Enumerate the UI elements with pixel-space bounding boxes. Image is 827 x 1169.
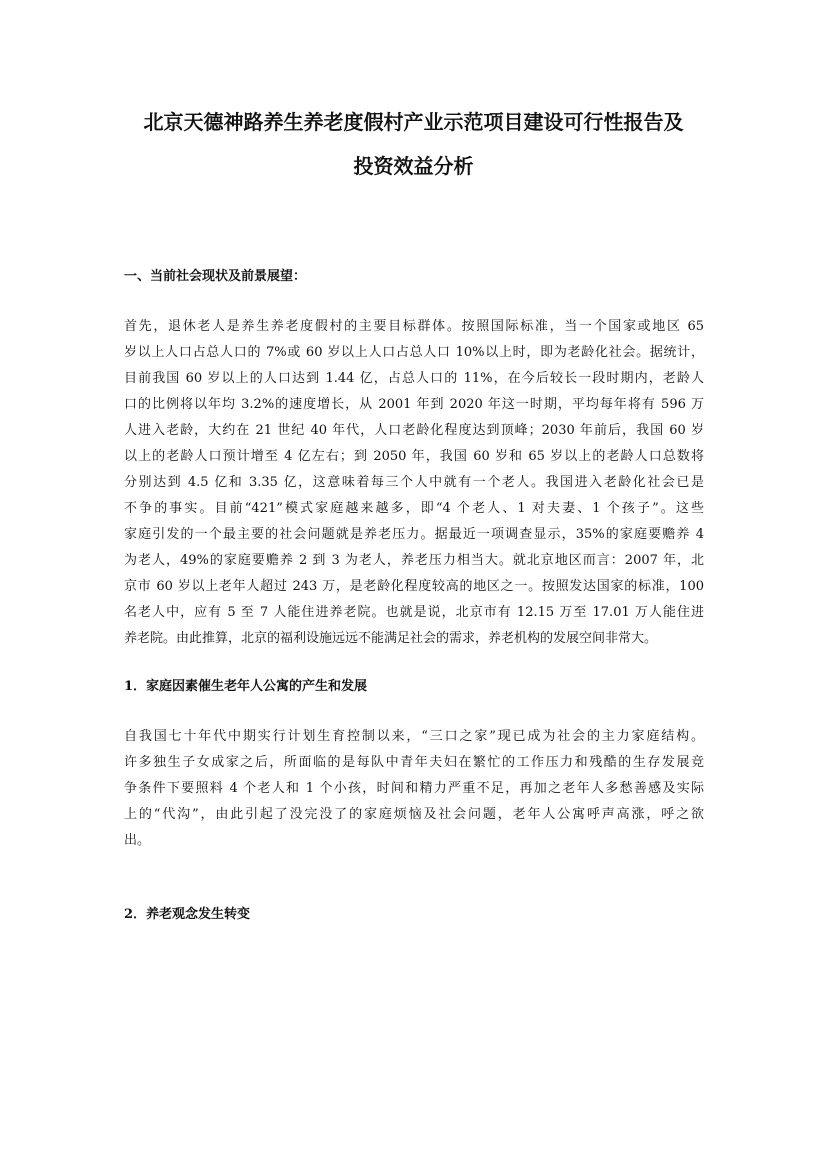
paragraph-line: 口的比例将以年均 3.2%的速度增长，从 2001 年到 2020 年这一时期，平均每年将有 596 万 [124, 397, 704, 412]
section-heading-family-factors: 1．家庭因素催生老年人公寓的产生和发展 [124, 679, 368, 694]
paragraph-line: 家庭引发的一个最主要的社会问题就是养老压力。据最近一项调查显示，35%的家庭要赡养 4 [124, 527, 704, 542]
paragraph-line: 岁以上人口占总人口的 7%或 60 岁以上人口占总人口 10%以上时，即为老龄化社会。据统计， [124, 345, 704, 360]
paragraph-line: 首先，退休老人是养生养老度假村的主要目标群体。按照国际标准，当一个国家或地区 65 [124, 319, 704, 334]
paragraph-line: 名老人中，应有 5 至 7 人能住进养老院。也就是说，北京市有 12.15 万至 17.01 万人能住进 [124, 605, 704, 620]
paragraph-line: 养老院。由此推算，北京的福利设施远远不能满足社会的需求，养老机构的发展空间非常大。 [124, 631, 658, 646]
paragraph-line: 自我国七十年代中期实行计划生育控制以来，“三口之家”现已成为社会的主力家庭结构。 [124, 729, 704, 744]
paragraph-line: 为老人，49%的家庭要赡养 2 到 3 为老人，养老压力相当大。就北京地区而言：2007 年，北 [124, 553, 704, 568]
paragraph-line: 分别达到 4.5 亿和 3.35 亿，这意味着每三个人中就有一个老人。我国进入老龄化社会已是 [124, 475, 704, 490]
paragraph-line: 出。 [124, 833, 151, 848]
document-title-line-1: 北京天德神路养生养老度假村产业示范项目建设可行性报告及 [143, 110, 684, 134]
paragraph-line: 上的“代沟”，由此引起了没完没了的家庭烦恼及社会问题，老年人公寓呼声高涨，呼之欲 [124, 807, 704, 822]
document-title-line-2: 投资效益分析 [353, 154, 474, 178]
paragraph-line: 许多独生子女成家之后，所面临的是每队中青年夫妇在繁忙的工作压力和残酷的生存发展竞 [124, 755, 704, 770]
paragraph-line: 不争的事实。目前“421”模式家庭越来越多，即“4 个老人、1 对夫妻、1 个孩子”。这些 [124, 501, 704, 516]
paragraph-line: 目前我国 60 岁以上的人口达到 1.44 亿，占总人口的 11%，在今后较长一段时期内，老龄人 [124, 371, 704, 386]
paragraph-line: 京市 60 岁以上老年人超过 243 万，是老龄化程度较高的地区之一。按照发达国家的标准，100 [124, 579, 704, 594]
section-heading-current-situation: 一、当前社会现状及前景展望： [124, 269, 307, 284]
section-heading-concept-change: 2．养老观念发生转变 [124, 907, 251, 922]
paragraph-line: 争条件下要照料 4 个老人和 1 个小孩，时间和精力严重不足，再加之老年人多愁善感及实际 [124, 781, 704, 796]
paragraph-line: 以上的老龄人口预计增至 4 亿左右；到 2050 年，我国 60 岁和 65 岁以上的老龄人口总数将 [124, 449, 704, 464]
paragraph-line: 人进入老龄，大约在 21 世纪 40 年代，人口老龄化程度达到顶峰；2030 年前后，我国 60 岁 [124, 423, 704, 438]
